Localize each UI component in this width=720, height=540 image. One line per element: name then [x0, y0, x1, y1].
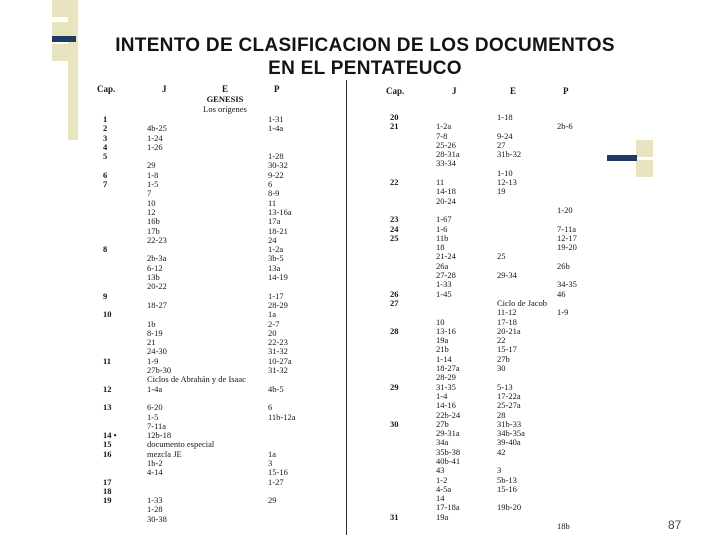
left-header-cap: Cap.: [97, 84, 116, 94]
right-header-e: E: [510, 86, 517, 96]
left-header-j: J: [162, 84, 167, 94]
left-header-p: P: [274, 84, 280, 94]
page-subtitle: EN EL PENTATEUCO: [268, 58, 462, 79]
decorative-bar: [68, 0, 78, 140]
left-subheader-subtitle: Los orígenes: [203, 104, 247, 114]
right-header-j: J: [452, 86, 457, 96]
right-header-cap: Cap.: [386, 86, 405, 96]
left-subheader-book: GENESIS: [206, 94, 244, 104]
right-p-column: 2b-6 1-20 7-11a 12-17 19-20 26b 34-35 46 1-9 18b: [557, 121, 577, 532]
page-number: 87: [668, 518, 682, 532]
left-header-e: E: [222, 84, 229, 94]
decorative-square: [636, 160, 653, 177]
decorative-square: [52, 44, 69, 61]
decorative-line: [52, 36, 76, 42]
right-chapters-column: 20 21 22 23 24 25 26 27 28 29 30 31: [390, 112, 399, 522]
right-e-column: 1-18 9-24 27 31b-32 1-10 12-13 19 25 29-34 Ciclo de Jacob 11-12 17-18 20-21a 22 15-17 27b 30 5-13 17-22a 25-27a 28 31b-33 34b-35a 39-40a 42 3 5b-13 15-16 19b-20: [497, 112, 548, 513]
decorative-square: [636, 140, 653, 157]
right-header-p: P: [563, 86, 569, 96]
page-title: INTENTO DE CLASIFICACION DE LOS DOCUMENTOS: [115, 35, 615, 56]
column-divider: [346, 80, 347, 535]
left-chapters-column: 1 2 3 4 5 6 7 8 9 10 11 12 13 14 • 15 16 17 18 19: [103, 114, 117, 506]
right-j-column: 1-2a 7-8 25-26 28-31a 33-34 11 14-18 20-24 1-67 1-6 11b 18 21-24 26a 27-28 1-33 1-45 10 13-16 19a 21b 1-14 18-27a 28-29 31-35 1-4 14-16 22b-24 27b 29-31a 34a 35b-38 40b-41 43 1-2 4-5a 14 17-18a 19a: [436, 121, 461, 522]
left-j-column: 4b-25 1-24 1-26 29 1-8 1-5 7 10 12 16b 17b 22-23 2b-3a 6-12 13b 20-22 18-27 1b 8-19 21 24-30 1-9 27b-30 Ciclos de Abrahán y de Isaac 1-4a 6-20 1-5 7-11a 12b-18 documento especial mezcla JE 1b-2 4-14 1-33 1-28 30-38: [147, 123, 246, 524]
left-p-column: 1-31 1-4a 1-28 30-32 9-22 6 8-9 11 13-16a 17a 18-21 24 1-2a 3b-5 13a 14-19 1-17 28-29 1a 2-7 20 22-23 31-32 10-27a 31-32 4b-5 6 11b-12a 1a 3 15-16 1-27 29: [268, 114, 296, 506]
decorative-line: [607, 155, 637, 161]
decorative-square: [52, 0, 69, 17]
